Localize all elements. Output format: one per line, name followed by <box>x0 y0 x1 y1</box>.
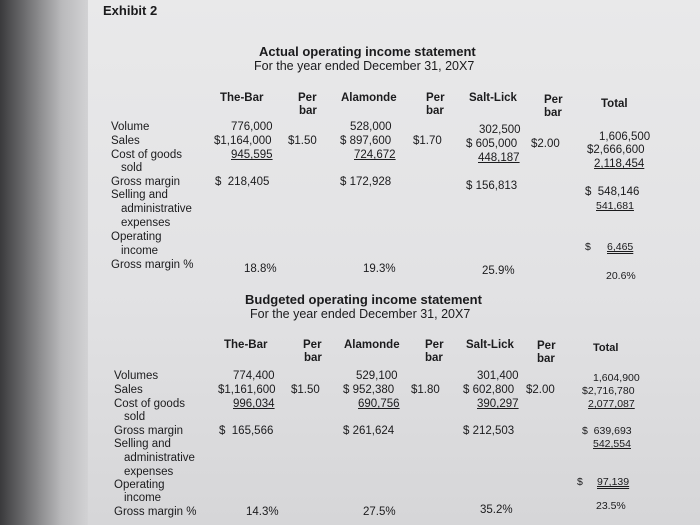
actual-cogs-bar: 945,595 <box>231 149 273 161</box>
actual-label-operating: Operating <box>111 231 162 243</box>
actual-title: Actual operating income statement <box>259 44 476 59</box>
budget-header-saltlick: Salt-Lick <box>466 339 514 351</box>
budget-volume-bar: 774,400 <box>233 370 275 382</box>
actual-gm-bar: $ 218,405 <box>215 176 270 188</box>
budget-oi-total: 97,139 <box>597 476 630 488</box>
actual-gmp-alamonde: 19.3% <box>363 263 396 275</box>
actual-header-per2: Per <box>426 92 445 104</box>
budget-label-volumes: Volumes <box>114 370 159 382</box>
budget-label-income: income <box>124 492 162 504</box>
actual-header-alamonde: Alamonde <box>341 92 397 104</box>
actual-label-volume: Volume <box>111 121 150 133</box>
budget-label-sales: Sales <box>114 384 143 396</box>
actual-sales-salt: $ 605,000 <box>466 138 518 150</box>
budget-title: Budgeted operating income statement <box>245 292 482 307</box>
actual-sales-salt-per: $2.00 <box>531 138 560 150</box>
actual-header-total: Total <box>601 98 628 110</box>
budget-gm-total: $ 639,693 <box>582 425 632 437</box>
budget-sa-total: 542,554 <box>593 438 631 450</box>
actual-header-per2b: bar <box>426 105 444 117</box>
budget-label-cogs: Cost of goods <box>114 398 185 410</box>
budget-header-alamonde: Alamonde <box>344 339 400 351</box>
budget-label-expenses: expenses <box>124 466 174 478</box>
budget-header-thebar: The-Bar <box>224 339 268 351</box>
actual-label-gross-margin: Gross margin <box>111 176 181 188</box>
actual-sales-bar: $1,164,000 <box>214 135 272 147</box>
actual-label-gross-margin-pct: Gross margin % <box>111 259 194 271</box>
actual-oi-total: 6,465 <box>607 241 634 253</box>
actual-label-expenses: expenses <box>121 217 171 229</box>
dark-left-edge <box>0 0 88 525</box>
budget-cogs-total: 2,077,087 <box>588 398 635 410</box>
actual-sales-alamonde-per: $1.70 <box>413 135 442 147</box>
budget-header-per1: Per <box>303 339 322 351</box>
actual-cogs-alamonde: 724,672 <box>354 149 396 161</box>
budget-header-per3: Per <box>537 340 556 352</box>
budget-sales-salt: $ 602,800 <box>463 384 515 396</box>
budget-sales-alamonde-per: $1.80 <box>411 384 440 396</box>
budget-label-gross-margin-pct: Gross margin % <box>114 506 197 518</box>
actual-header-per1b: bar <box>299 105 317 117</box>
budget-header-per1b: bar <box>304 352 322 364</box>
actual-gm-salt: $ 156,813 <box>466 180 518 192</box>
budget-header-per3b: bar <box>537 353 555 365</box>
actual-label-selling: Selling and <box>111 189 168 201</box>
actual-sa-total: 541,681 <box>596 200 634 212</box>
actual-gm-total: $ 548,146 <box>585 186 640 198</box>
actual-subtitle: For the year ended December 31, 20X7 <box>254 59 475 73</box>
actual-gmp-bar: 18.8% <box>244 263 277 275</box>
budget-sales-bar-per: $1.50 <box>291 384 320 396</box>
actual-cogs-salt: 448,187 <box>478 152 520 164</box>
budget-label-selling: Selling and <box>114 438 171 450</box>
actual-label-cogs-sold: sold <box>121 162 143 174</box>
budget-subtitle: For the year ended December 31, 20X7 <box>250 307 471 321</box>
budget-header-per2b: bar <box>425 352 443 364</box>
exhibit-label: Exhibit 2 <box>103 3 158 18</box>
budget-oi-total-dollar: $ <box>577 476 583 488</box>
budget-sales-total: $2,716,780 <box>582 385 635 397</box>
actual-header-per3: Per <box>544 94 563 106</box>
budget-gm-salt: $ 212,503 <box>463 425 515 437</box>
actual-volume-bar: 776,000 <box>231 121 273 133</box>
budget-gmp-total: 23.5% <box>596 500 626 512</box>
actual-sales-alamonde: $ 897,600 <box>340 135 392 147</box>
actual-label-cogs: Cost of goods <box>111 149 182 161</box>
budget-volume-total: 1,604,900 <box>593 372 640 384</box>
actual-header-saltlick: Salt-Lick <box>469 92 517 104</box>
budget-gm-alamonde: $ 261,624 <box>343 425 395 437</box>
actual-header-per3b: bar <box>544 107 562 119</box>
budget-header-total: Total <box>593 342 619 354</box>
actual-gmp-total: 20.6% <box>606 270 636 282</box>
budget-label-operating: Operating <box>114 479 165 491</box>
budget-header-per2: Per <box>425 339 444 351</box>
actual-volume-salt: 302,500 <box>479 124 521 136</box>
actual-gm-alamonde: $ 172,928 <box>340 176 392 188</box>
actual-label-sales: Sales <box>111 135 140 147</box>
actual-oi-total-dollar: $ <box>585 241 591 253</box>
actual-sales-total: $2,666,600 <box>587 144 645 156</box>
actual-label-administrative: administrative <box>121 203 192 215</box>
budget-sales-bar: $1,161,600 <box>218 384 276 396</box>
budget-gmp-bar: 14.3% <box>246 506 279 518</box>
budget-label-gross-margin: Gross margin <box>114 425 184 437</box>
actual-label-income: income <box>121 245 159 257</box>
budget-gmp-salt: 35.2% <box>480 504 513 516</box>
budget-volume-alamonde: 529,100 <box>356 370 398 382</box>
actual-header-per1: Per <box>298 92 317 104</box>
budget-cogs-bar: 996,034 <box>233 398 275 410</box>
budget-volume-salt: 301,400 <box>477 370 519 382</box>
actual-sales-bar-per: $1.50 <box>288 135 317 147</box>
actual-header-thebar: The-Bar <box>220 92 264 104</box>
actual-cogs-total: 2,118,454 <box>594 158 645 170</box>
actual-gmp-salt: 25.9% <box>482 265 515 277</box>
budget-label-administrative: administrative <box>124 452 195 464</box>
budget-cogs-salt: 390,297 <box>477 398 519 410</box>
budget-gmp-alamonde: 27.5% <box>363 506 396 518</box>
budget-sales-salt-per: $2.00 <box>526 384 555 396</box>
actual-volume-alamonde: 528,000 <box>350 121 392 133</box>
budget-gm-bar: $ 165,566 <box>219 425 274 437</box>
budget-label-cogs-sold: sold <box>124 411 146 423</box>
budget-cogs-alamonde: 690,756 <box>358 398 400 410</box>
budget-sales-alamonde: $ 952,380 <box>343 384 395 396</box>
actual-volume-total: 1,606,500 <box>599 131 651 143</box>
